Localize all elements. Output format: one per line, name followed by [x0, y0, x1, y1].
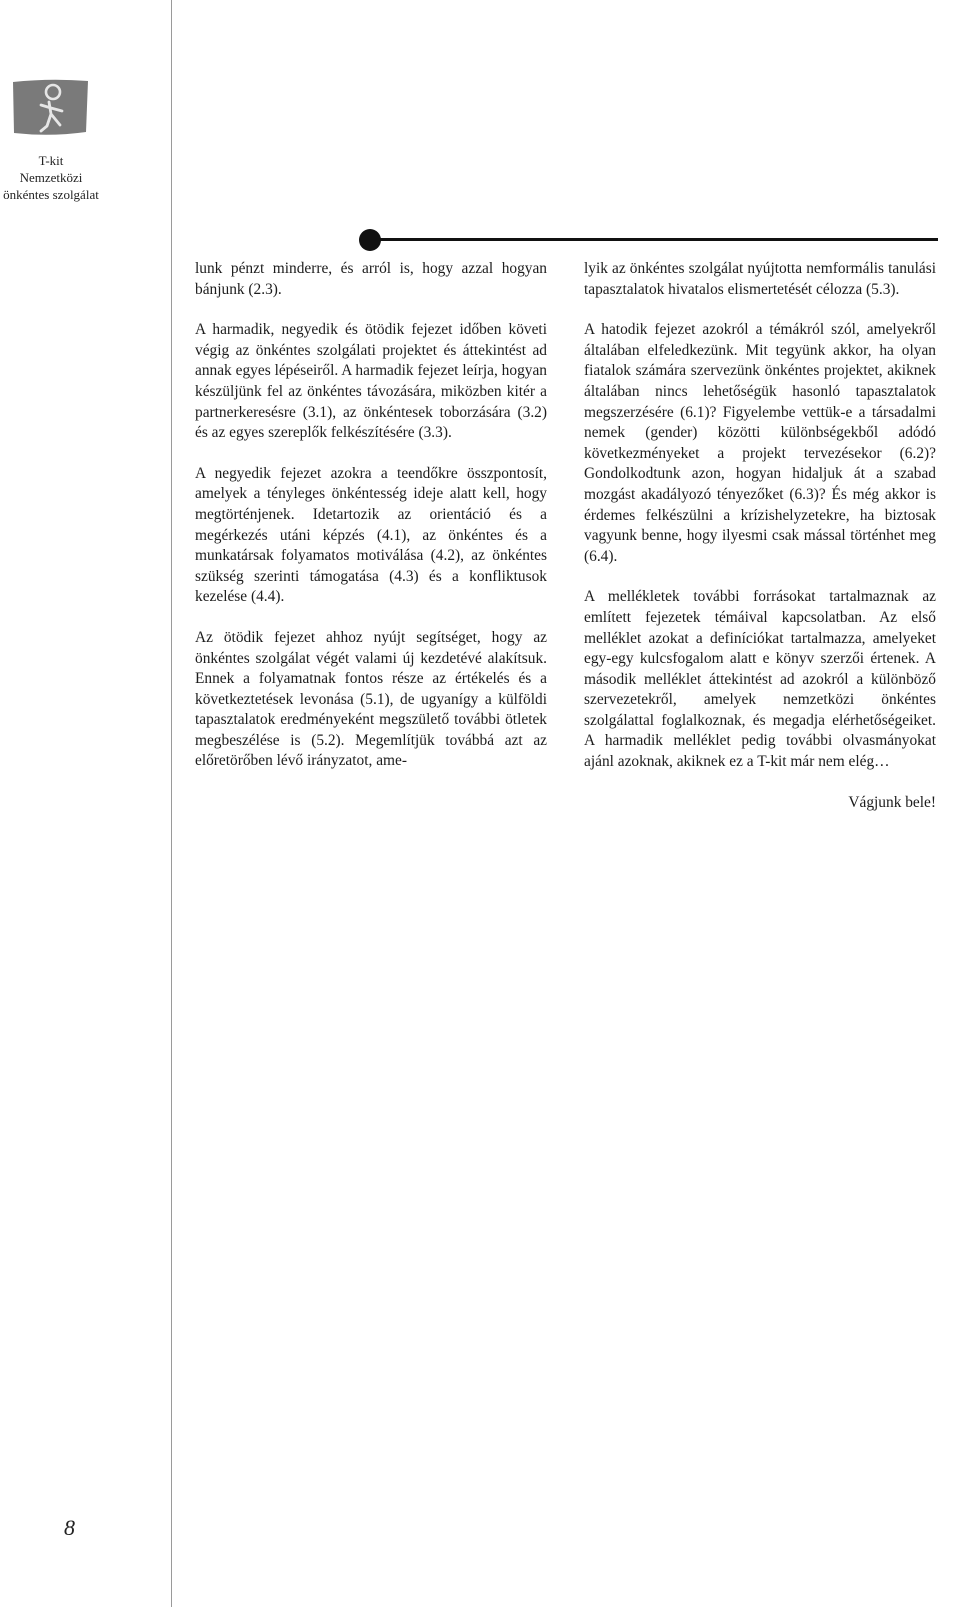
t-kit-logo: [10, 78, 90, 140]
left-text-column: [195, 259, 547, 792]
paragraph: A harmadik, negyedik és ötödik fejezet időben követi végig az önkéntes szolgálati projektet és áttekintést ad annak egyes lépéseiről. A harmadik fejezet leírja, hogyan készüljünk fel az önkéntes távozására, miközben kitér a partnerkeresésre (3.1), az önkéntesek toborzására (3.2) és az egyes szereplők felkészítésére (3.3).: [195, 321, 547, 442]
sidebar-divider: [171, 0, 172, 1607]
closing-line: Vágjunk bele!: [848, 793, 936, 811]
caption-line: önkéntes szolgálat: [3, 187, 99, 202]
paragraph: A hatodik fejezet azokról a témákról szól, amelyekről általában elfeledkezünk. Mit tegyünk akkor, ha olyan fiatalok számára szervezünk önkéntes projektet, akiknek általában nincs lehetőségük hasonló tapasztalatok megszerzésére (6.1)? Figyelembe vettük-e a társadalmi nemek (gender) közötti különbségekből adódó következményeket a projekt tervezésekor (6.2)? Gondolkodtunk azon, hogyan hidaljuk át a szabad mozgást akadályozó tényezőket (6.3)? És még akkor is érdemes felkészülni a krízishelyzetekre, ha biztosak vagyunk benne, hogy ilyesmi csak mással történhet meg (6.4).: [584, 321, 936, 565]
t-kit-figure-logo-icon: [10, 78, 90, 140]
page-number: 8: [64, 1515, 75, 1540]
paragraph: lyik az önkéntes szolgálat nyújtotta nemformális tanulási tapasztalatok hivatalos elismertetését célozza (5.3).: [584, 260, 936, 298]
paragraph: A negyedik fejezet azokra a teendőkre összpontosít, amelyek a tényleges önkéntesség ideje alatt kell, hogy megtörténjenek. Idetartozik az orientáció és a megérkezés utáni képzés (4.1), az önkéntes és a munkatársak folyamatos motiválása (4.2), az önkéntes szükség szerinti támogatása (4.3) és a konfliktusok kezelése (4.4).: [195, 464, 547, 606]
caption-line: Nemzetközi: [19, 170, 83, 185]
paragraph: Az ötödik fejezet ahhoz nyújt segítséget, hogy az önkéntes szolgálat végét valami új kezdetévé alakítsuk. Ennek a folyamatnak fontos része az értékelés és a következtetések levonása (5.1), de ugyanígy a külföldi tapasztalatok eredményeként megszülető további ötletek megbeszélése is (5.2). Megemlítjük továbbá azt az előretörőben lévő irányzatot, ame-: [195, 628, 547, 770]
paragraph: lunk pénzt minderre, és arról is, hogy azzal hogyan bánjunk (2.3).: [195, 260, 547, 298]
caption-line: T-kit: [38, 153, 64, 168]
header-rule: [370, 238, 938, 241]
paragraph: A mellékletek további forrásokat tartalmaznak az említett fejezetek témáival kapcsolatban. Az első melléklet azokat a definíciókat tartalmazza, amelyeket egy-egy kulcsfogalom alatt e könyv szerzői értenek. A második melléklet áttekintést ad azokról a különböző szervezetekről, amelyek nemzetközi önkéntes szolgálattal foglalkoznak, és megadja elérhetőségeiket. A harmadik melléklet pedig további olvasmányokat ajánl azoknak, akiknek ez a T-kit már nem elég…: [584, 588, 936, 771]
sidebar-caption: [0, 152, 102, 203]
right-text-column: [584, 259, 936, 833]
